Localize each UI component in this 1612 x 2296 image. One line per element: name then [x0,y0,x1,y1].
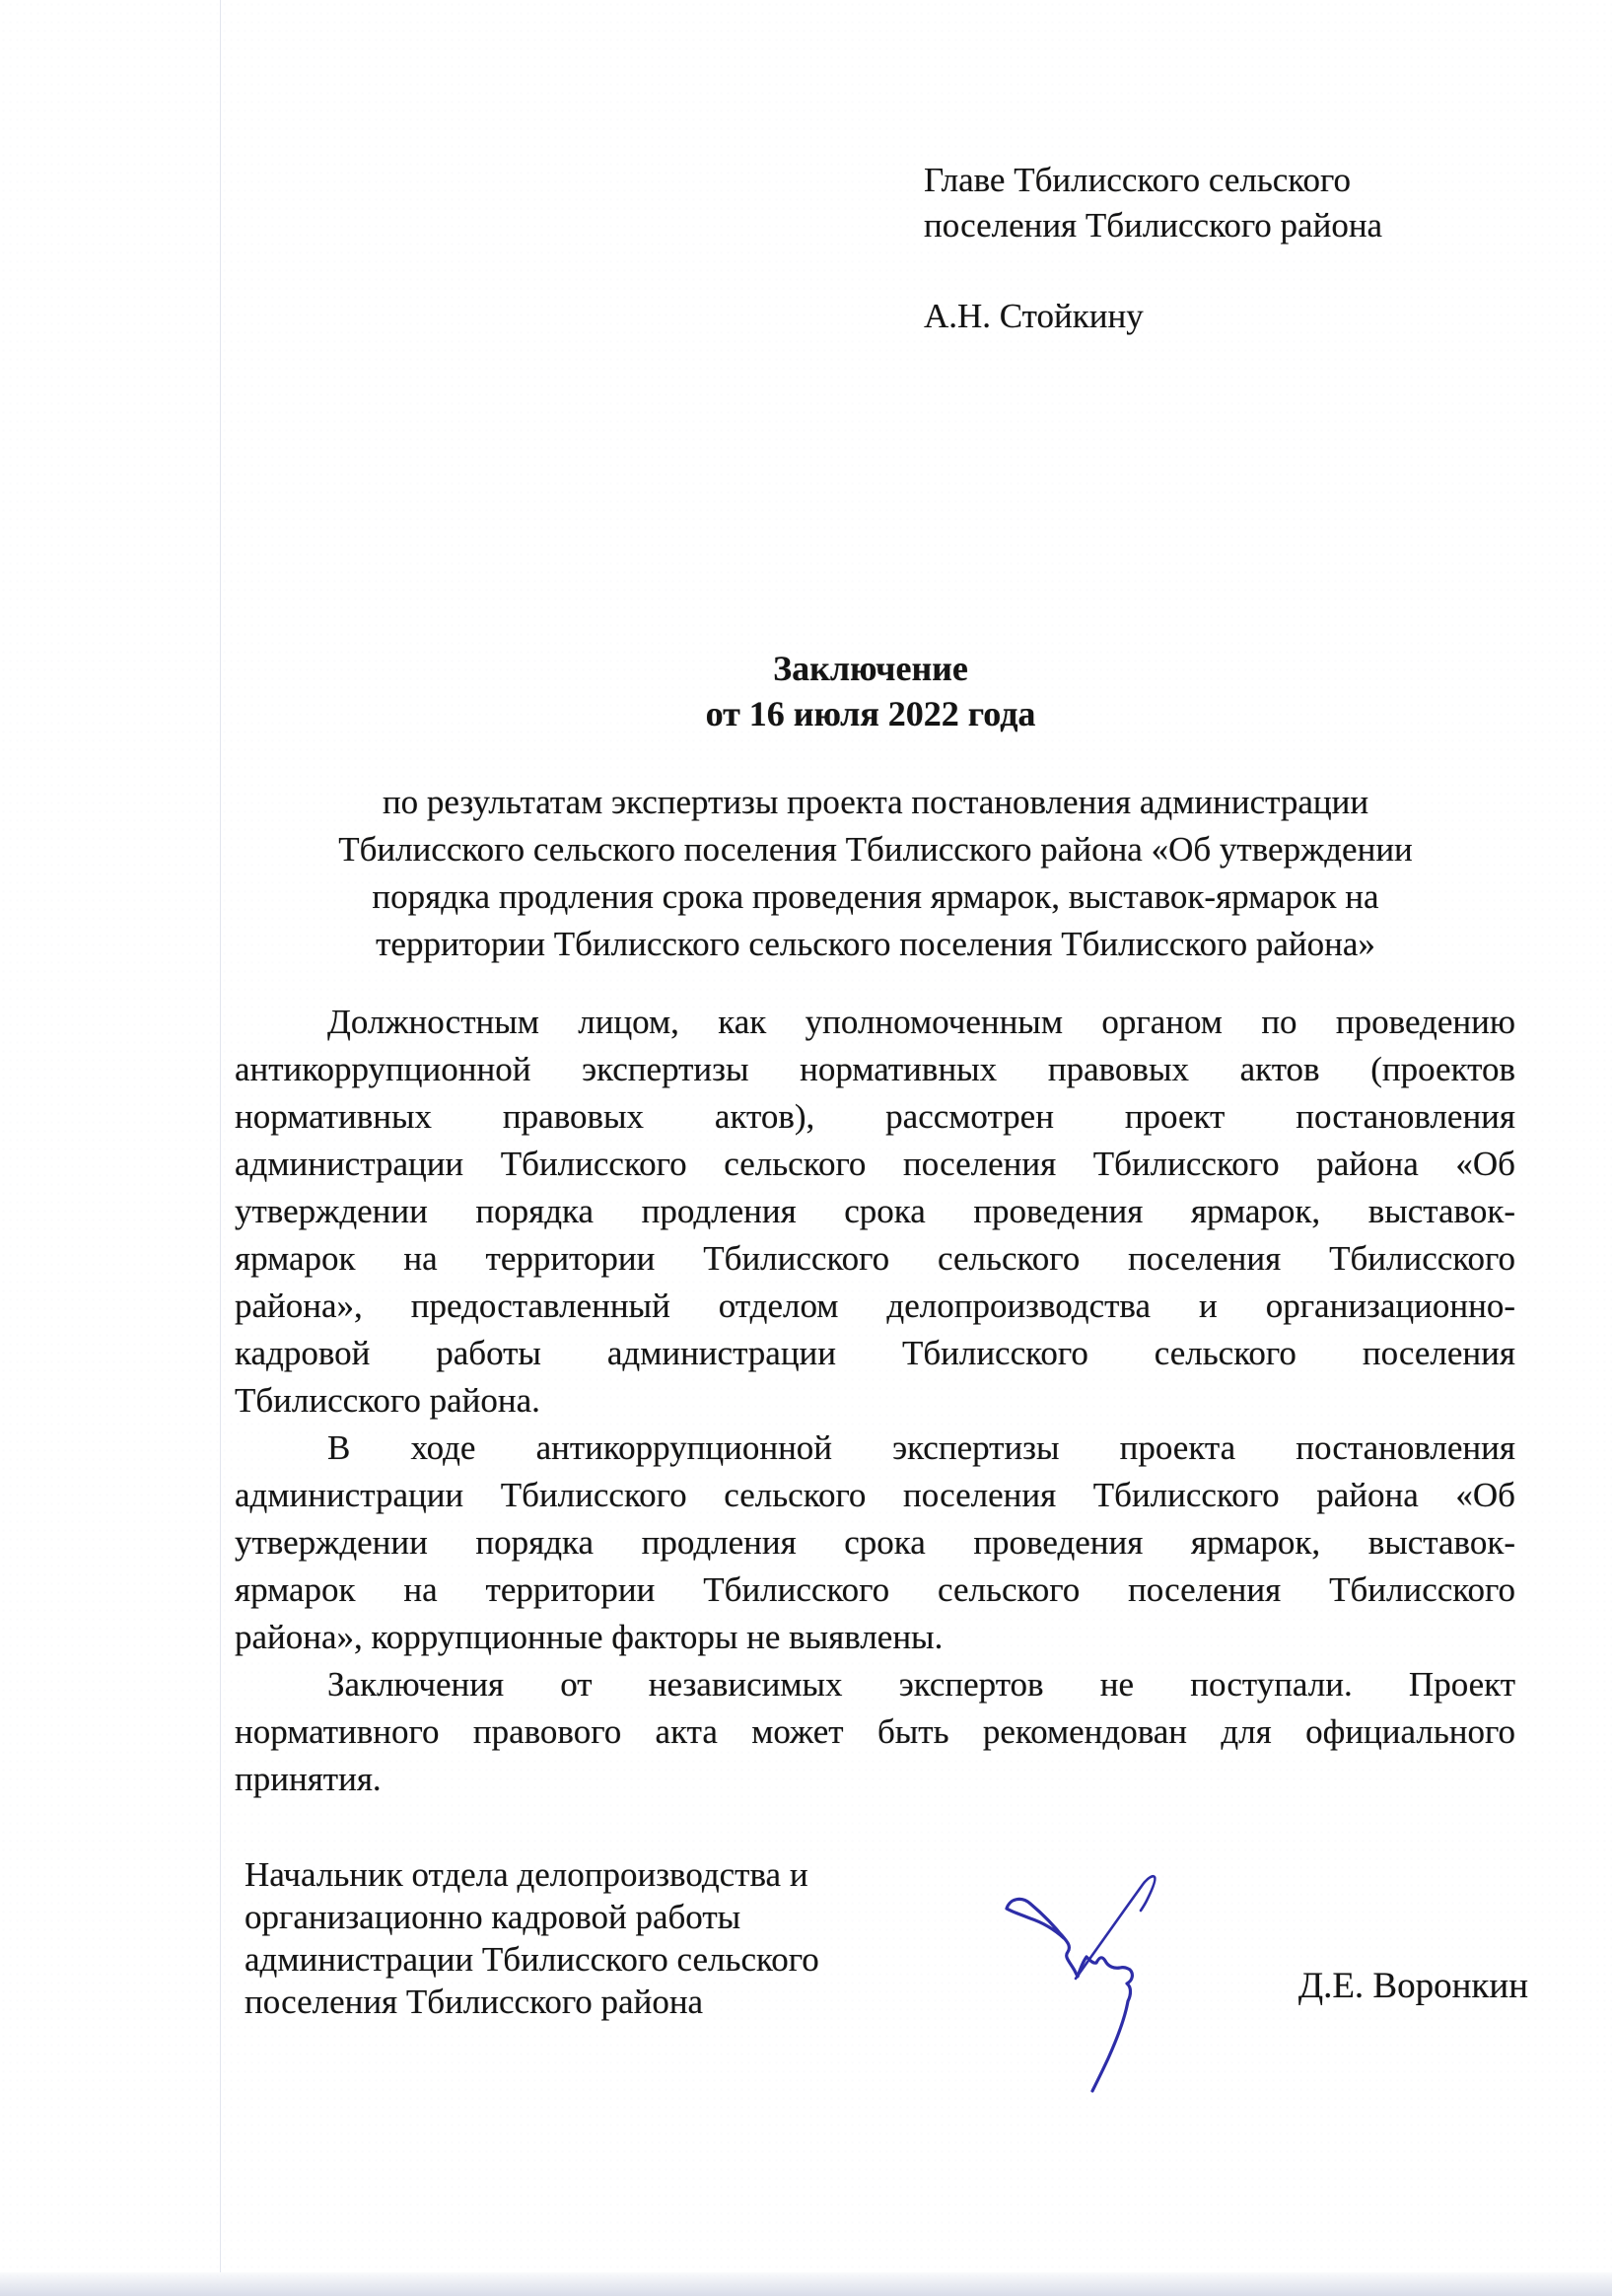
recipient-line: Главе Тбилисского сельского [924,161,1352,199]
subject-line: порядка продления срока проведения ярмарок, выставок-ярмарок на [372,877,1379,916]
title-date-line: от 16 июля 2022 года [705,694,1036,733]
subject-paragraph [235,779,1516,968]
signatory-position-block [245,1853,895,2023]
body-line: администрации Тбилисского сельского поселения Тбилисского района «Об [235,1476,1515,1514]
signature-ink [1007,1899,1132,2091]
body-line: утверждении порядка продления срока проведения ярмарок, выставок- [235,1523,1515,1562]
body-line: принятия. [235,1760,382,1798]
body-line: Заключения от независимых экспертов не поступали. Проект [327,1665,1515,1704]
position-line: Начальник отдела делопроизводства и [245,1855,808,1894]
position-line: организационно кадровой работы [245,1898,741,1936]
body-line: района», коррупционные факторы не выявлены. [235,1618,944,1656]
body-line: администрации Тбилисского сельского поселения Тбилисского района «Об [235,1145,1515,1183]
subject-line: Тбилисского сельского поселения Тбилисского района «Об утверждении [338,830,1413,869]
body-line: антикоррупционной экспертизы нормативных правовых актов (проектов [235,1050,1515,1088]
body-line: ярмарок на территории Тбилисского сельского поселения Тбилисского [235,1570,1515,1609]
recipient-name: А.Н. Стойкину [924,297,1144,335]
document-title [227,646,1514,736]
subject-line: территории Тбилисского сельского поселения Тбилисского района» [376,925,1375,963]
position-line: администрации Тбилисского сельского [245,1940,819,1979]
scan-page-edge-line [220,0,221,2272]
body-line: В ходе антикоррупционной экспертизы проекта постановления [327,1428,1515,1467]
recipient-block [924,158,1476,339]
body-line: нормативных правовых актов), рассмотрен проект постановления [235,1097,1515,1136]
body-line: Тбилисского района. [235,1381,540,1420]
title-line: Заключение [773,649,968,688]
body-line: Должностным лицом, как уполномоченным органом по проведению [327,1003,1515,1041]
body-line: утверждении порядка продления срока проведения ярмарок, выставок- [235,1192,1515,1230]
body-text [235,999,1515,1803]
signatory-name: Д.Е. Воронкин [1297,1966,1528,2006]
scanner-bottom-band [0,2272,1612,2296]
subject-line: по результатам экспертизы проекта постановления администрации [382,783,1369,821]
body-line: района», предоставленный отделом делопроизводства и организационно- [235,1287,1515,1325]
body-line: нормативного правового акта может быть рекомендован для официального [235,1712,1515,1751]
recipient-line: поселения Тбилисского района [924,206,1383,244]
body-line: ярмарок на территории Тбилисского сельского поселения Тбилисского [235,1239,1515,1278]
body-line: кадровой работы администрации Тбилисского сельского поселения [235,1334,1515,1372]
position-line: поселения Тбилисского района [245,1983,704,2021]
blank-line [924,248,1476,294]
